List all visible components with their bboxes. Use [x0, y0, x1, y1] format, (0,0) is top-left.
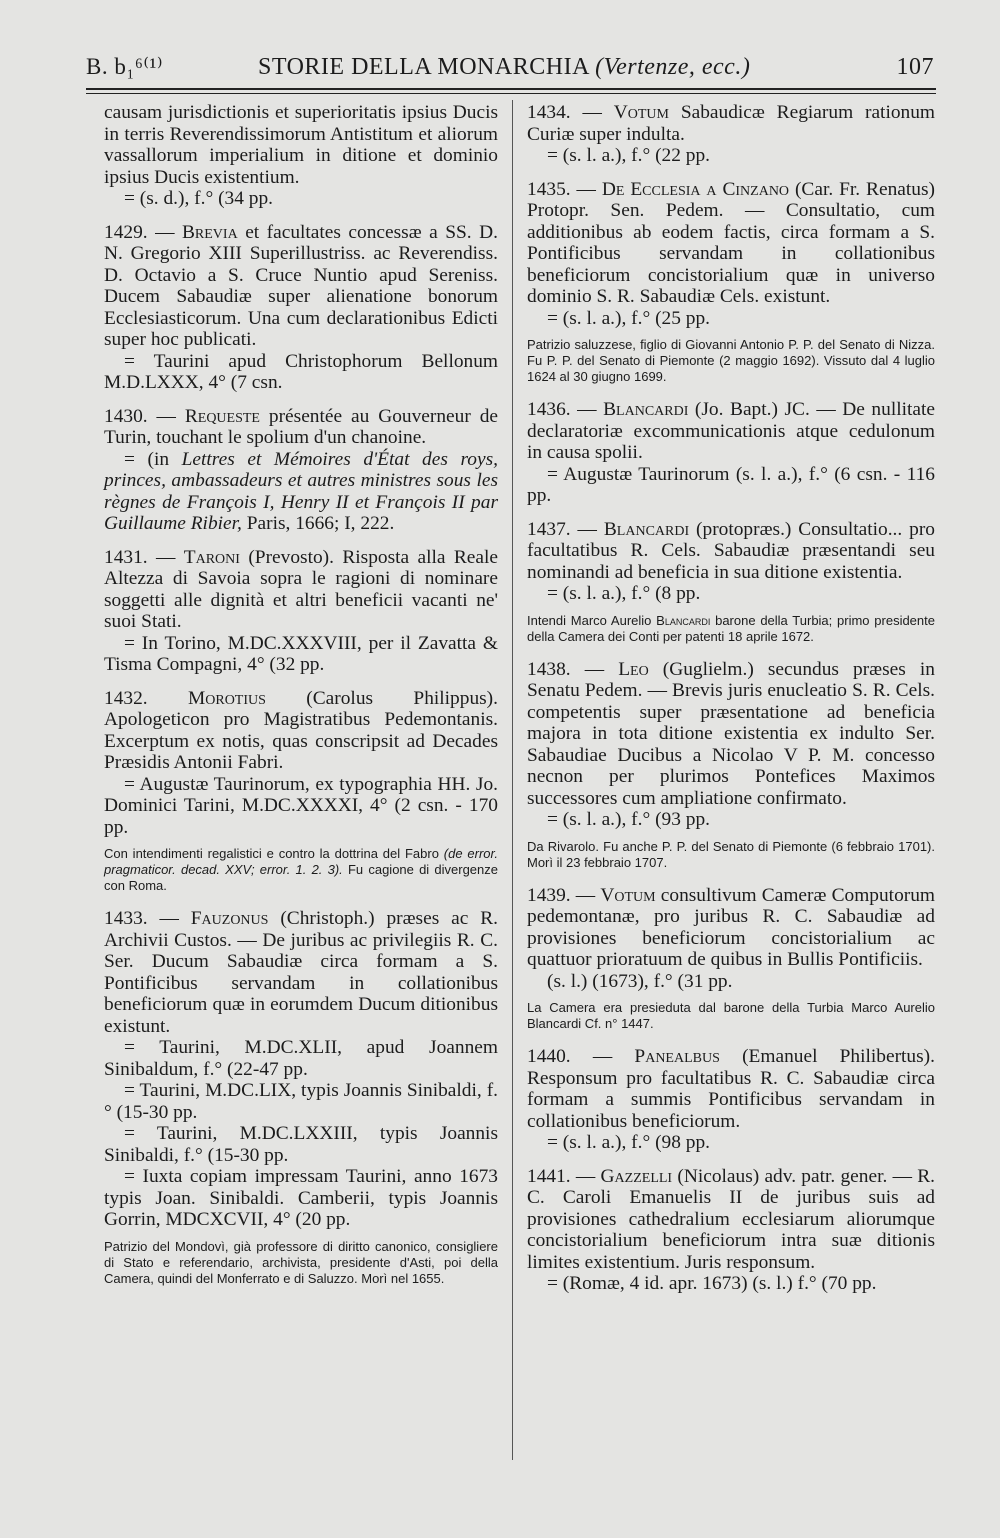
entry-text: causam jurisdictionis et superioritatis ipsius Ducis in terris Reverendissimorum Antistitum et aliorum vassallorum imperialium in ditione et dominio ipsius Ducis existentium.	[104, 102, 498, 188]
entry-1441	[527, 1166, 935, 1295]
entry-number: 1434. —	[527, 102, 602, 123]
entry-note: Da Rivarolo. Fu anche P. P. del Senato di Piemonte (6 febbraio 1701). Morì il 23 febbraio 1707.	[527, 838, 935, 870]
entry-imprint: (s. l.) (1673), f.° (31 pp.	[547, 970, 733, 992]
entry-text: (Jo. Bapt.) JC. — De nullitate declaratoriæ excommunicationis atque cedulonum in causa spolii.	[527, 399, 935, 463]
entry-text: présentée au Gouverneur de Turin, touchant le spolium d'un chanoine.	[104, 405, 498, 448]
entry-imprint: = (Romæ, 4 id. apr. 1673) (s. l.) f.° (70 pp.	[547, 1273, 877, 1294]
entry-text: (Christoph.) præses ac R. Archivii Custos. — De juribus ac privilegiis R. C. Ser. Ducum Sabaudiæ circa formam a S. Pontificibus servandam in collationibus beneficiorum quæ in eorumdem Ducum ditionibus existunt.	[104, 908, 498, 1037]
imprint-pre: = (in	[124, 448, 170, 470]
entry-author: Requeste	[184, 405, 260, 427]
note-pre: Con intendimenti regalistici e contro la dottrina del Fabro	[104, 846, 439, 861]
entry-imprint: = (s. l. a.), f.° (25 pp.	[547, 307, 711, 329]
entry-author: Blancardi	[603, 518, 690, 540]
entry-text: consultivum Cameræ Computorum pedemontanæ, pro juribus R. C. Sabaudiæ ad provisiones beneficiorum concistorialium ac quattuor prioratuum de quibus in Bullis Pontificiis.	[527, 884, 935, 970]
signature-mark: B. b₁⁶⁽¹⁾	[86, 54, 164, 79]
entry-1439	[527, 885, 935, 993]
entry-author: Taroni	[183, 546, 240, 568]
header-rule-thin	[86, 93, 936, 94]
entry-imprint: = Augustæ Taurinorum (s. l. a.), f.° (6 csn. - 116 pp.	[527, 463, 935, 506]
note-post: barone della Turbia; primo presidente della Camera dei Conti per patenti 18 aprile 1672.	[527, 612, 935, 644]
entry-number: 1432.	[104, 687, 148, 709]
running-title	[258, 54, 750, 81]
entry-1435	[527, 179, 935, 330]
entry-imprint: = Taurini, M.DC.XLII, apud Joannem Sinibaldum, f.° (22-47 pp.	[104, 1037, 498, 1080]
entry-1429	[104, 222, 498, 394]
imprint-post: Paris, 1666; I, 222.	[246, 513, 395, 534]
entry-imprint: = (s. l. a.), f.° (8 pp.	[547, 583, 701, 604]
entry-imprint: = In Torino, M.DC.XXXVIII, per il Zavatta & Tisma Compagni, 4° (32 pp.	[104, 632, 498, 675]
entry-continuation	[104, 102, 498, 210]
entry-1432	[104, 688, 498, 839]
entry-imprint: = Taurini, M.DC.LIX, typis Joannis Sinibaldi, f.° (15-30 pp.	[104, 1080, 498, 1123]
entry-imprint: = (s. d.), f.° (34 pp.	[124, 188, 274, 209]
entry-number: 1430. —	[104, 405, 176, 427]
entry-text: (Prevosto). Risposta alla Reale Altezza di Savoia sopra le ragioni di nominare soggetti alle dignità et altri beneficii vacanti ne' suoi Stati.	[104, 546, 498, 632]
entry-imprint: = Augustæ Taurinorum, ex typographia HH. Jo. Dominici Tarini, M.DC.XXXXI, 4° (2 csn. - 170 pp.	[104, 773, 498, 838]
entry-author: Panealbus	[634, 1046, 720, 1067]
entry-note: La Camera era presieduta dal barone della Turbia Marco Aurelio Blancardi Cf. n° 1447.	[527, 1000, 935, 1031]
entry-number: 1436. —	[527, 399, 597, 420]
entry-author: Votum	[600, 884, 656, 906]
header-rule	[86, 88, 936, 90]
running-title-main: STORIE DELLA MONARCHIA	[258, 54, 589, 80]
right-column	[527, 102, 935, 1307]
entry-text: (Car. Fr. Renatus) Protopr. Sen. Pedem. — Consultatio, cum additionibus ab eodem factis, circa formam a S. Pontificibus servandam in collationibus beneficiorum concistorialium quæ in universo dominio S. R. Sabaudiæ Cels. existunt.	[527, 178, 935, 307]
entry-author: Brevia	[181, 221, 238, 243]
page-header	[86, 50, 936, 84]
entry-number: 1437. —	[527, 518, 597, 540]
entry-note: Patrizio del Mondovì, già professore di diritto canonico, consigliere di Stato e referendario, archivista, presidente d'Asti, poi della Camera, quindi del Monferrato e di Saluzzo. Morì nel 1655.	[104, 1238, 498, 1286]
entry-1434	[527, 102, 935, 167]
entry-text: (Emanuel Philibertus). Responsum pro facultatibus R. C. Sabaudiæ circa formam a summis Pontificibus servandam in collationibus beneficiorum.	[527, 1046, 935, 1132]
imprint-italic: Lettres et Mémoires d'État des roys, princes, ambassadeurs et autres ministres sous les règnes de François I, Henry II et François II par Guillaume Ribier,	[104, 448, 498, 534]
entry-author: Fauzonus	[190, 908, 269, 929]
entry-text: Sabaudicæ Regiarum rationum Curiæ super indulta.	[527, 102, 935, 145]
note-author: Blancardi	[656, 612, 711, 628]
entry-text: et facultates concessæ a SS. D. N. Gregorio XIII Superillustriss. ac Reverendiss. D. Octavio a S. Cruce Nuntio apud Sereniss. Ducem Sabaudiæ super alienatione bonorum Ecclesiasticorum. Una cum declarationibus Edicti super hoc publicati.	[104, 221, 498, 350]
entry-number: 1440. —	[527, 1046, 613, 1067]
note-post: Fu cagione di divergenze con Roma.	[104, 862, 498, 893]
entry-1440	[527, 1046, 935, 1154]
entry-text: (Carolus Philippus). Apologeticon pro Magistratibus Pedemontanis. Excerptum ex notis, quas conscripsit ad Decades Præsidis Antonii Fabri.	[104, 687, 498, 773]
note-italic: (de error. pragmaticor. decad. XXV; error. 1. 2. 3).	[104, 846, 498, 877]
entry-imprint: = (s. l. a.), f.° (93 pp.	[547, 809, 711, 830]
entry-1433	[104, 908, 498, 1231]
entry-imprint: = (s. l. a.), f.° (22 pp.	[547, 145, 711, 166]
left-column	[104, 102, 498, 1301]
entry-text: (Guglielm.) secundus præses in Senatu Pedem. — Brevis juris enucleatio S. R. Cels. competentis super præsentatione ad beneficia majora in tota ditione existentia ex indulto Ser. Sabaudiae Ducibus a Nicolao V P. M. concesso necnon per plurimos Pontefices Maximos successores cum ampliatione confirmato.	[527, 658, 935, 809]
entry-note: Patrizio saluzzese, figlio di Giovanni Antonio P. P. del Senato di Nizza. Fu P. P. del Senato di Piemonte (2 maggio 1692). Vissuto dal 4 luglio 1624 al 30 giugno 1699.	[527, 337, 935, 384]
entry-note	[104, 846, 498, 894]
entry-imprint: = Taurini apud Christophorum Bellonum M.D.LXXX, 4° (7 csn.	[104, 350, 498, 393]
entry-number: 1429. —	[104, 221, 175, 243]
note-pre: Intendi Marco Aurelio	[527, 612, 652, 628]
entry-text: (protopræs.) Consultatio... pro facultatibus R. Cels. Sabaudiæ præsentandi seu nominandi ad beneficia in sua ditione existentia.	[527, 518, 935, 583]
entry-number: 1438. —	[527, 658, 605, 680]
running-title-italic: (Vertenze, ecc.)	[595, 54, 751, 80]
entry-author: Morotius	[188, 687, 266, 709]
page-number: 107	[896, 54, 934, 80]
entry-author: De Ecclesia a Cinzano	[601, 178, 790, 200]
entry-author: Blancardi	[603, 399, 689, 420]
entry-number: 1433. —	[104, 908, 179, 929]
entry-author: Votum	[613, 102, 669, 123]
entry-1437	[527, 519, 935, 605]
entry-number: 1439. —	[527, 884, 596, 906]
entry-imprint: = (s. l. a.), f.° (98 pp.	[547, 1132, 711, 1153]
entry-number: 1441. —	[527, 1165, 596, 1187]
entry-number: 1431. —	[104, 546, 176, 568]
entry-author: Leo	[618, 658, 649, 680]
entry-note	[527, 613, 935, 645]
entry-imprint: = Iuxta copiam impressam Taurini, anno 1673 typis Joan. Sinibaldi. Camberii, typis Joannis Gorrin, MDCXCVII, 4° (20 pp.	[104, 1166, 498, 1230]
entry-imprint	[104, 449, 498, 535]
entry-1431	[104, 547, 498, 676]
entry-1438	[527, 659, 935, 831]
column-divider	[512, 100, 513, 1460]
entry-1436	[527, 399, 935, 507]
entry-number: 1435. —	[527, 178, 596, 200]
entry-author: Gazzelli	[600, 1165, 673, 1187]
entry-1430	[104, 406, 498, 535]
entry-imprint: = Taurini, M.DC.LXXIII, typis Joannis Sinibaldi, f.° (15-30 pp.	[104, 1123, 498, 1166]
entry-text: (Nicolaus) adv. patr. gener. — R. C. Caroli Emanuelis II de juribus suis ad provisiones cathedralium ecclesiarum aliorumque concistorialium beneficiorum intra suæ ditionis limites existentium. Juris responsum.	[527, 1165, 935, 1273]
